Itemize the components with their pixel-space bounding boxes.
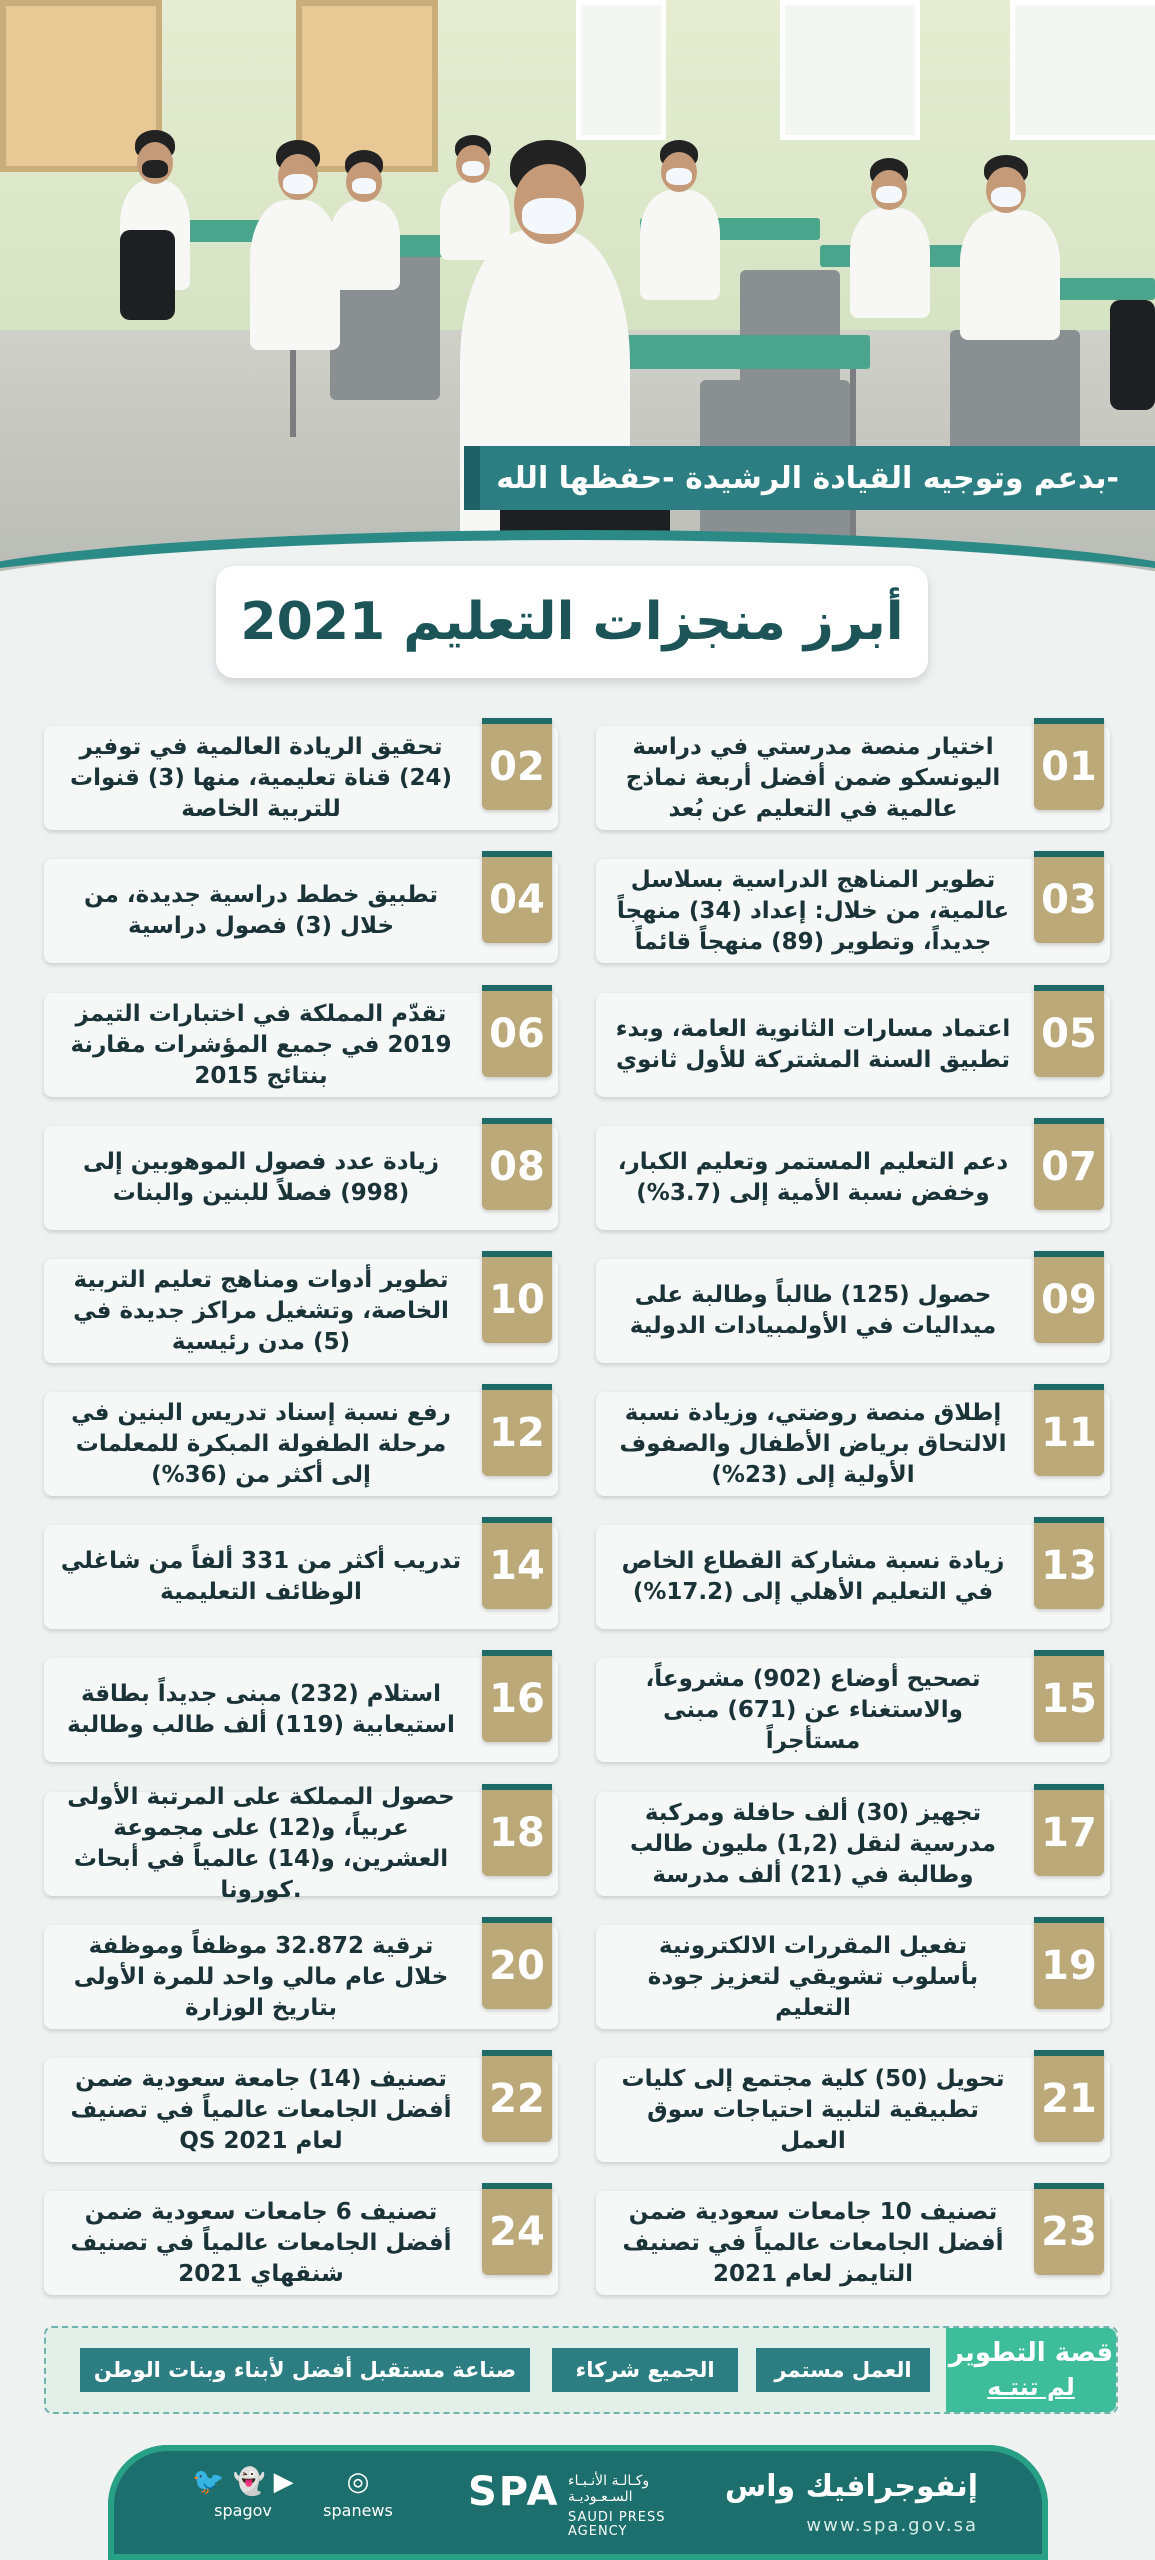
achievement-card-17 bbox=[596, 1792, 1110, 1896]
achievement-number: 13 bbox=[1034, 1517, 1104, 1609]
achievement-number: 14 bbox=[482, 1517, 552, 1609]
page-title-text: أبرز منجزات التعليم 2021 bbox=[240, 592, 904, 652]
achievement-card-11 bbox=[596, 1392, 1110, 1496]
achievement-text: إطلاق منصة روضتي، وزيادة نسبة الالتحاق برياض الأطفال والصفوف الأولية إلى (23%) bbox=[619, 1399, 1007, 1488]
achievement-text: تصحيح أوضاع (902) مشروعاً، والاستغناء عن (671) مبنى مستأجراً bbox=[645, 1665, 981, 1754]
achievement-text: زيادة نسبة مشاركة القطاع الخاص في التعليم الأهلي إلى (17.2%) bbox=[621, 1548, 1005, 1605]
achievement-card-13 bbox=[596, 1525, 1110, 1629]
social-handle: spanews bbox=[323, 2501, 393, 2520]
social-twitter-snapchat-youtube[interactable] bbox=[188, 2467, 298, 2520]
achievement-number: 18 bbox=[482, 1784, 552, 1876]
achievement-number: 16 bbox=[482, 1650, 552, 1742]
achievement-number: 07 bbox=[1034, 1118, 1104, 1210]
slogan-subheading-text: لم تنتـه bbox=[987, 2373, 1075, 2401]
achievement-number: 17 bbox=[1034, 1784, 1104, 1876]
leadership-banner bbox=[480, 446, 1155, 510]
slogan-pill-text: الجميع شركاء bbox=[575, 2358, 715, 2382]
slogan-heading bbox=[946, 2328, 1116, 2412]
slogan-heading-text: قصة التطوير bbox=[948, 2338, 1114, 2368]
page-title bbox=[216, 566, 928, 678]
achievement-number: 20 bbox=[482, 1917, 552, 2009]
achievement-text: تصنيف (14) جامعة سعودية ضمن أفضل الجامعات عالمياً في تصنيف QS لعام 2021 bbox=[70, 2065, 452, 2154]
achievement-card-19 bbox=[596, 1925, 1110, 2029]
achievement-number: 06 bbox=[482, 985, 552, 1077]
achievement-card-02 bbox=[44, 726, 558, 830]
achievement-number: 08 bbox=[482, 1118, 552, 1210]
achievement-text: استلام (232) مبنى جديداً بطاقة استيعابية (119) ألف طالب وطالبة bbox=[67, 1681, 455, 1738]
social-handle: spagov bbox=[214, 2501, 272, 2520]
achievement-text: ترقية 32.872 موظفاً وموظفة خلال عام مالي واحد للمرة الأولى بتاريخ الوزارة bbox=[73, 1932, 449, 2021]
achievement-text: تطوير أدوات ومناهج تعليم التربية الخاصة، وتشغيل مراكز جديدة في (5) مدن رئيسية bbox=[73, 1266, 449, 1355]
achievement-text: تصنيف 10 جامعات سعودية ضمن أفضل الجامعات عالمياً في تصنيف التايمز لعام 2021 bbox=[622, 2198, 1004, 2287]
achievement-text: حصول (125) طالباً وطالبة على ميداليات في الأولمبيادات الدولية bbox=[629, 1282, 997, 1339]
achievement-text: تطوير المناهج الدراسية بسلاسل عالمية، من خلال: إعداد (34) منهجاً جديداً، وتطوير (89) منهجاً قائماً bbox=[616, 866, 1010, 955]
achievement-card-04 bbox=[44, 859, 558, 963]
social-instagram[interactable] bbox=[308, 2467, 408, 2520]
achievement-card-24 bbox=[44, 2191, 558, 2295]
achievement-text: زيادة عدد فصول الموهوبين إلى (998) فصلاً للبنين والبنات bbox=[82, 1149, 440, 1206]
achievement-text: اعتماد مسارات الثانوية العامة، وبدء تطبيق السنة المشتركة للأول ثانوي bbox=[615, 1016, 1011, 1073]
achievement-number: 21 bbox=[1034, 2050, 1104, 2142]
achievement-card-16 bbox=[44, 1658, 558, 1762]
achievement-number: 11 bbox=[1034, 1384, 1104, 1476]
achievement-card-01 bbox=[596, 726, 1110, 830]
achievement-card-09 bbox=[596, 1259, 1110, 1363]
achievement-card-08 bbox=[44, 1126, 558, 1230]
achievement-number: 04 bbox=[482, 851, 552, 943]
achievement-text: تحقيق الريادة العالمية في توفير (24) قناة تعليمية، منها (3) قنوات للتربية الخاصة bbox=[70, 733, 452, 822]
slogan-pill-text: صناعة مستقبل أفضل لأبناء وبنات الوطن bbox=[93, 2358, 517, 2382]
achievement-text: دعم التعليم المستمر وتعليم الكبار، وخفض نسبة الأمية إلى (3.7%) bbox=[617, 1149, 1009, 1206]
achievement-number: 24 bbox=[482, 2183, 552, 2275]
achievement-text: تحويل (50) كلية مجتمع إلى كليات تطبيقية لتلبية احتياجات سوق العمل bbox=[621, 2065, 1005, 2154]
achievement-card-14 bbox=[44, 1525, 558, 1629]
achievement-text: اختيار منصة مدرستي في دراسة اليونسكو ضمن أفضل أربعة نماذج عالمية في التعليم عن بُعد bbox=[625, 733, 1001, 822]
achievement-card-10 bbox=[44, 1259, 558, 1363]
achievement-number: 22 bbox=[482, 2050, 552, 2142]
achievement-number: 23 bbox=[1034, 2183, 1104, 2275]
slogan-pill-better-future bbox=[80, 2348, 530, 2392]
achievement-card-15 bbox=[596, 1658, 1110, 1762]
achievement-card-07 bbox=[596, 1126, 1110, 1230]
achievement-card-23 bbox=[596, 2191, 1110, 2295]
instagram-icon: ◎ bbox=[346, 2467, 370, 2497]
spa-logo-arabic: وكـالـة الأنـبـاء السـعـوديـة bbox=[568, 2473, 650, 2505]
achievement-text: تجهيز (30) ألف حافلة ومركبة مدرسية لنقل (1,2) مليون طالب وطالبة في (21) ألف مدرسة bbox=[630, 1799, 996, 1888]
achievement-text: تصنيف 6 جامعات سعودية ضمن أفضل الجامعات عالمياً في تصنيف شنقهاي 2021 bbox=[70, 2198, 452, 2287]
achievement-text: تطبيق خطط دراسية جديدة، من خلال (3) فصول دراسية bbox=[83, 882, 439, 939]
achievement-text: حصول المملكة على المرتبة الأولى عربياً، و(12) على مجموعة العشرين، و(14) عالمياً في أبحاث كورونا. bbox=[67, 1784, 455, 1903]
spa-logo-english: SAUDI PRESS AGENCY bbox=[568, 2510, 666, 2539]
achievement-card-22 bbox=[44, 2058, 558, 2162]
achievement-number: 10 bbox=[482, 1251, 552, 1343]
spa-logo-mark: SPA bbox=[468, 2469, 560, 2515]
achievement-card-12 bbox=[44, 1392, 558, 1496]
spa-logo bbox=[468, 2469, 668, 2539]
achievement-number: 05 bbox=[1034, 985, 1104, 1077]
achievement-card-21 bbox=[596, 2058, 1110, 2162]
footer bbox=[108, 2445, 1048, 2560]
achievement-number: 01 bbox=[1034, 718, 1104, 810]
achievement-text: تدريب أكثر من 331 ألفاً من شاغلي الوظائف التعليمية bbox=[60, 1548, 462, 1605]
slogan-pill-work-continues bbox=[756, 2348, 930, 2392]
spa-website-link[interactable]: www.spa.gov.sa bbox=[806, 2515, 978, 2536]
achievement-card-06 bbox=[44, 993, 558, 1097]
achievement-number: 12 bbox=[482, 1384, 552, 1476]
achievement-number: 09 bbox=[1034, 1251, 1104, 1343]
achievement-card-05 bbox=[596, 993, 1110, 1097]
achievement-number: 15 bbox=[1034, 1650, 1104, 1742]
achievement-number: 19 bbox=[1034, 1917, 1104, 2009]
slogan-pill-all-partners bbox=[552, 2348, 738, 2392]
achievement-number: 03 bbox=[1034, 851, 1104, 943]
achievement-card-03 bbox=[596, 859, 1110, 963]
spa-infographic-title: إنفوجرافيك واس bbox=[724, 2469, 978, 2504]
twitter-snapchat-youtube-icons: 🐦 👻 ▶ bbox=[192, 2467, 294, 2497]
slogan-bar bbox=[44, 2326, 1118, 2414]
achievement-text: تقدّم المملكة في اختبارات التيمز 2019 في جميع المؤشرات مقارنة بنتائج 2015 bbox=[70, 1000, 452, 1089]
achievement-number: 02 bbox=[482, 718, 552, 810]
slogan-pill-text: العمل مستمر bbox=[774, 2358, 912, 2382]
achievement-card-20 bbox=[44, 1925, 558, 2029]
achievement-text: تفعيل المقررات الالكترونية بأسلوب تشويقي لتعزيز جودة التعليم bbox=[647, 1932, 979, 2021]
achievement-card-18 bbox=[44, 1784, 558, 1903]
banner-text: بدعم وتوجيه القيادة الرشيدة -حفظها الله- bbox=[496, 460, 1119, 496]
achievement-text: رفع نسبة إسناد تدريس البنين في مرحلة الطفولة المبكرة للمعلمات إلى أكثر من (36%) bbox=[71, 1399, 451, 1488]
